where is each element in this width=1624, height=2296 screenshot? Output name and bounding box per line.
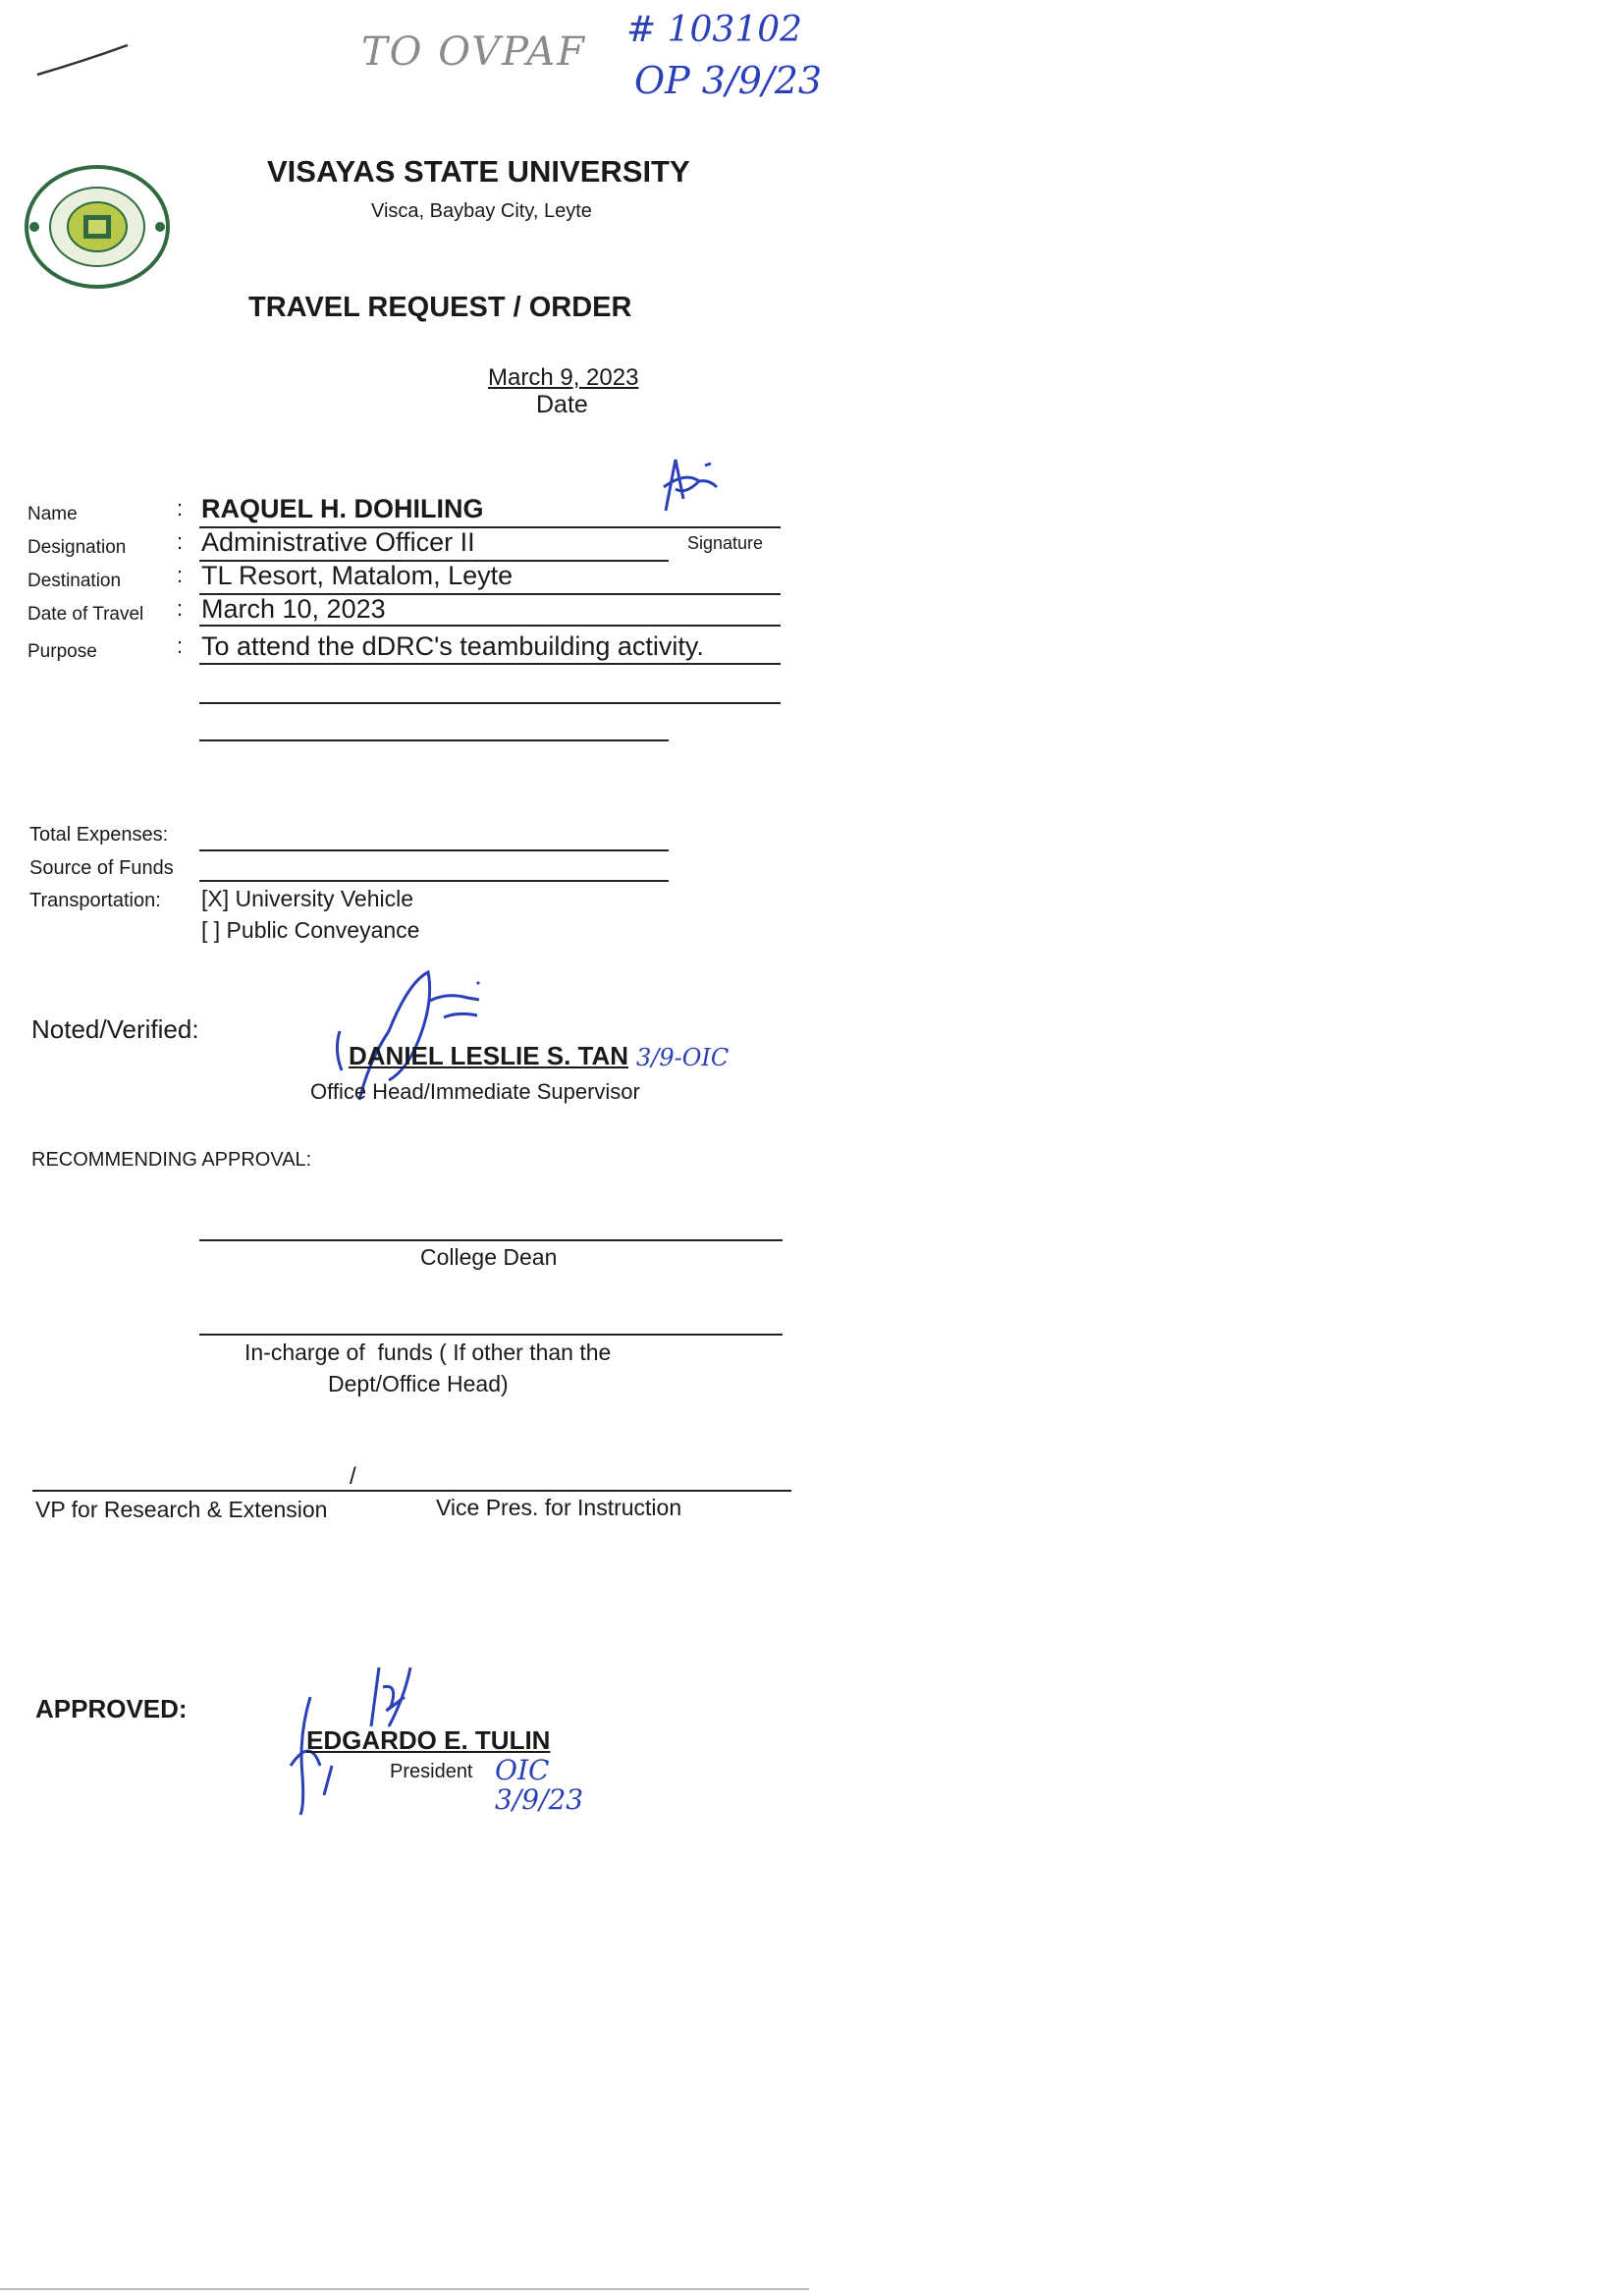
destination-colon: : — [177, 563, 184, 587]
noted-verified-label: Noted/Verified: — [31, 1014, 199, 1044]
date-of-travel-colon: : — [177, 596, 184, 621]
date-of-travel-label: Date of Travel — [27, 604, 144, 625]
purpose-value: To attend the dDRC's teambuilding activity. — [201, 631, 704, 661]
pen-stroke-mark — [35, 41, 134, 85]
university-seal — [24, 165, 171, 294]
noted-name: DANIEL LESLIE S. TAN — [349, 1041, 629, 1070]
approved-name: EDGARDO E. TULIN — [306, 1725, 551, 1755]
date-of-travel-value: March 10, 2023 — [201, 594, 386, 624]
designation-colon: : — [177, 529, 184, 554]
destination-label: Destination — [27, 571, 122, 591]
incharge-funds-label-1: In-charge of funds ( If other than the — [244, 1339, 612, 1365]
handwritten-ref-date: OP 3/9/23 — [634, 59, 823, 102]
total-expenses-label: Total Expenses: — [29, 824, 169, 846]
purpose-label: Purpose — [27, 641, 97, 662]
university-address: Visca, Baybay City, Leyte — [371, 200, 592, 222]
destination-value: TL Resort, Matalom, Leyte — [201, 561, 514, 590]
form-title: TRAVEL REQUEST / ORDER — [248, 292, 632, 323]
vp-signature-line — [32, 1490, 791, 1492]
date-of-travel-line — [199, 625, 781, 627]
recommending-approval-label: RECOMMENDING APPROVAL: — [31, 1149, 312, 1171]
approved-title: President — [390, 1761, 473, 1782]
incharge-funds-label-2: Dept/Office Head) — [328, 1371, 509, 1396]
purpose-line-2 — [199, 702, 781, 704]
approved-label: APPROVED: — [35, 1694, 188, 1723]
source-of-funds-label: Source of Funds — [29, 857, 174, 879]
signature-label: Signature — [687, 533, 764, 553]
handwritten-ref-number: # 103102 — [626, 10, 803, 50]
vp-divider-slash: / — [350, 1463, 356, 1490]
name-value: RAQUEL H. DOHILING — [201, 494, 484, 523]
noted-title: Office Head/Immediate Supervisor — [310, 1079, 640, 1104]
option-university-vehicle: [X] University Vehicle — [201, 886, 414, 911]
date-label: Date — [536, 391, 588, 418]
purpose-line-3 — [199, 739, 669, 741]
college-dean-line — [199, 1239, 783, 1241]
vp-research-label: VP for Research & Extension — [35, 1497, 328, 1522]
total-expenses-line — [199, 849, 669, 851]
handwritten-tan-date: 3/9-OIC — [636, 1044, 730, 1071]
purpose-line-1 — [199, 663, 781, 665]
vp-instruction-label: Vice Pres. for Instruction — [436, 1495, 682, 1520]
scan-edge-line — [0, 2288, 809, 2290]
purpose-colon: : — [177, 633, 184, 658]
college-dean-label: College Dean — [420, 1244, 558, 1270]
designation-value: Administrative Officer II — [201, 527, 475, 557]
requester-signature — [656, 452, 734, 525]
name-colon: : — [177, 496, 184, 520]
name-label: Name — [27, 504, 78, 524]
handwritten-top-note: TO OVPAF — [361, 29, 587, 75]
request-date: March 9, 2023 — [488, 364, 639, 391]
designation-label: Designation — [27, 537, 127, 558]
university-name: VISAYAS STATE UNIVERSITY — [267, 154, 690, 189]
option-public-conveyance: [ ] Public Conveyance — [201, 917, 420, 943]
handwritten-tulin-note: OIC 3/9/23 — [495, 1754, 584, 1816]
transportation-label: Transportation: — [29, 890, 161, 911]
incharge-funds-line — [199, 1334, 783, 1336]
source-of-funds-line — [199, 880, 669, 882]
